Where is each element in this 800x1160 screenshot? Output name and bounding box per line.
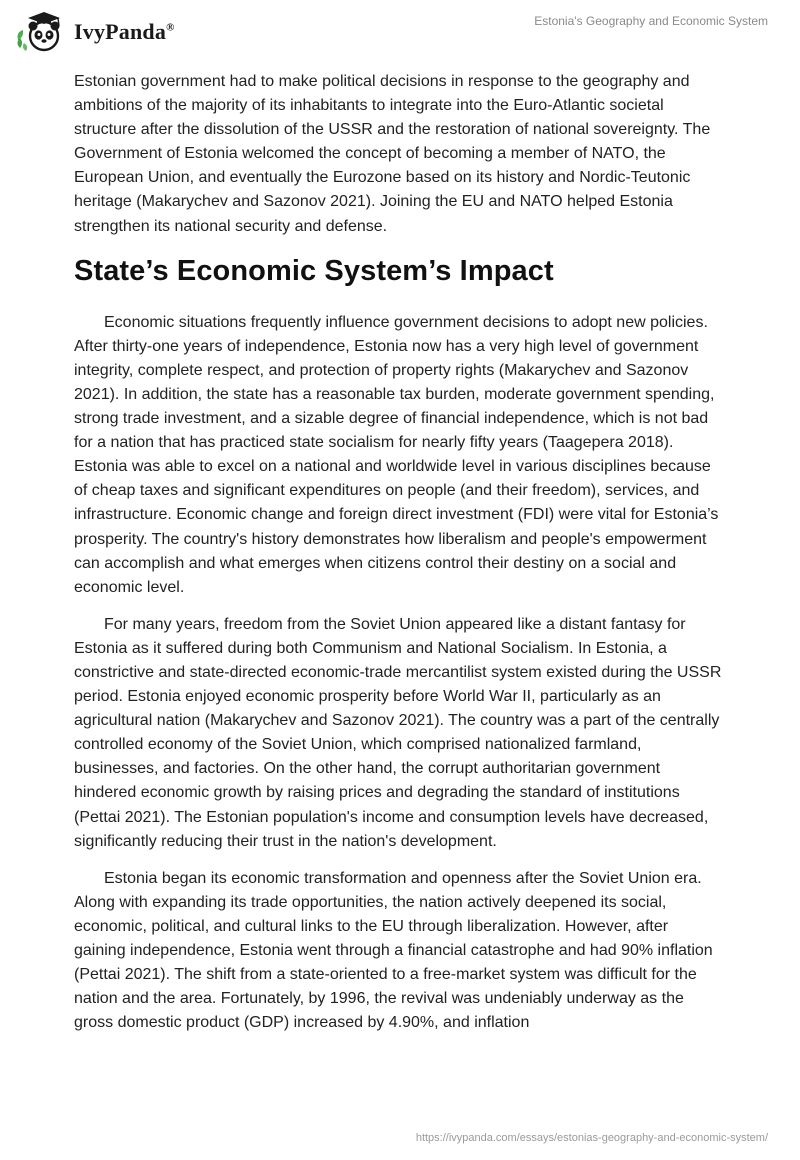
intro-paragraph: Estonian government had to make political decisions in response to the geography and ambitions of the majority of its inhabitants to integrate into the Euro-Atlantic societal structure after the dissolution of the USSR and the restoration of national sovereignty. The Government of Estonia welcomed the concept of becoming a member of NATO, the European Union, and eventually the Eurozone based on its history and Nordic-Teutonic heritage (Makarychev and Sazonov 2021). Joining the EU and NATO helped Estonia strengthen its national security and defense. xyxy=(74,73,711,235)
ivypanda-logo[interactable] xyxy=(14,10,175,54)
panda-graduate-icon xyxy=(14,10,68,54)
body-paragraph: For many years, freedom from the Soviet Union appeared like a distant fantasy for Estonia as it suffered during both Communism and National Socialism. In Estonia, a constrictive and state-directed economic-trade mercantilist system existed during the USSR period. Estonia enjoyed economic prosperity before World War II, particularly as an agricultural nation (Makarychev and Sazonov 2021). The country was a part of the centrally controlled economy of the Soviet Union, which comprised nationalized farmland, businesses, and factories. On the other hand, the corrupt authoritarian government hindered economic growth by raising prices and degrading the standard of institutions (Pettai 2021). The Estonian population's income and consumption levels have decreased, significantly reducing their trust in the nation's development. xyxy=(74,615,722,850)
body-paragraph: Estonia began its economic transformation and openness after the Soviet Union era. Along with expanding its trade opportunities, the nation actively deepened its social, economic, political, and cultural links to the EU through liberalization. However, after gaining independence, Estonia went through a financial catastrophe and had 90% inflation (Pettai 2021). The shift from a state-oriented to a free-market system was difficult for the nation and the area. Fortunately, by 1996, the revival was undeniably underway as the gross domestic product (GDP) increased by 4.90%, and inflation xyxy=(74,869,713,1032)
body-paragraph: Economic situations frequently influence government decisions to adopt new policies. After thirty-one years of independence, Estonia now has a very high level of government integrity, complete respect, and protection of property rights (Makarychev and Sazonov 2021). In addition, the state has a reasonable tax burden, moderate government spending, strong trade investment, and a sizable degree of financial independence, which is not bad for a nation that has practiced state socialism for nearly fifty years (Taagepera 2018). Estonia was able to excel on a national and worldwide level in various disciplines because of cheap taxes and significant expenditures on people (and their freedom), services, and infrastructure. Economic change and foreign direct investment (FDI) were vital for Estonia’s prosperity. The country's history demonstrates how liberalism and people's empowerment can accomplish and what emerges when citizens control their destiny on a social and economic level. xyxy=(74,313,719,596)
brand-label: IvyPanda xyxy=(74,19,167,44)
registered-mark: ® xyxy=(166,21,175,34)
page-header xyxy=(0,0,800,60)
document-title: Estonia's Geography and Economic System xyxy=(534,14,768,28)
section-heading: State’s Economic System’s Impact xyxy=(74,254,554,287)
essay-body xyxy=(74,70,724,1048)
brand-name xyxy=(74,19,175,45)
source-url[interactable]: https://ivypanda.com/essays/estonias-geography-and-economic-system/ xyxy=(415,1132,768,1144)
